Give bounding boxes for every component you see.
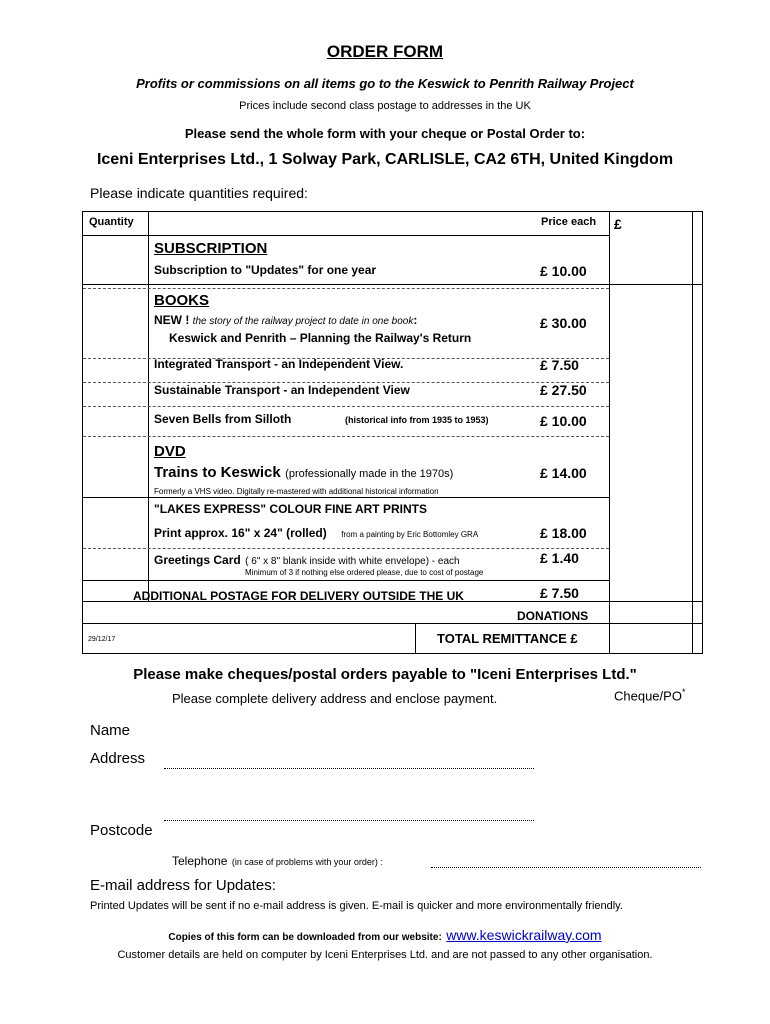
book-quantity-input[interactable] xyxy=(85,320,149,342)
subscription-quantity-input[interactable] xyxy=(85,262,149,284)
prints-rule xyxy=(83,580,609,581)
seven-bells-price: £ 10.00 xyxy=(540,413,587,429)
seven-bells-amount-input[interactable] xyxy=(611,412,703,434)
new-book-line: NEW ! the story of the railway project to date in one book: xyxy=(154,313,418,327)
subscription-price: £ 10.00 xyxy=(540,263,587,279)
new-label: NEW ! xyxy=(154,313,190,327)
complete-instruction: Please complete delivery address and enclose payment. xyxy=(172,691,498,706)
sustainable-transport-quantity-input[interactable] xyxy=(85,384,149,406)
print-label: Print approx. 16" x 24" (rolled) xyxy=(154,526,327,540)
sustainable-transport-amount-input[interactable] xyxy=(611,384,703,406)
postcode-label: Postcode xyxy=(90,822,153,839)
download-line xyxy=(0,927,770,945)
total-column-border xyxy=(692,211,702,654)
additional-postage-amount-input[interactable] xyxy=(611,584,703,606)
greetings-card-minimum: Minimum of 3 if nothing else ordered please, due to cost of postage xyxy=(245,568,484,577)
print-quantity-input[interactable] xyxy=(85,525,149,547)
additional-postage-price: £ 7.50 xyxy=(540,585,579,601)
total-header: £ xyxy=(614,216,622,232)
subscription-heading: SUBSCRIPTION xyxy=(154,240,268,257)
total-column-divider xyxy=(609,623,610,654)
print-price: £ 18.00 xyxy=(540,525,587,541)
order-table xyxy=(82,211,703,654)
date-column-divider xyxy=(415,623,416,654)
integrated-transport-price: £ 7.50 xyxy=(540,357,579,373)
dvd-rule xyxy=(83,497,609,498)
integrated-transport-item: Integrated Transport - an Independent View. xyxy=(154,357,404,371)
email-label: E-mail address for Updates: xyxy=(90,877,276,894)
email-note: Printed Updates will be sent if no e-mail address is given. E-mail is quicker and more environmentally friendly. xyxy=(90,900,623,912)
subscription-rule xyxy=(83,284,702,285)
donation-column-divider xyxy=(609,601,610,623)
dvd-title: Trains to Keswick xyxy=(154,464,281,481)
website-link[interactable]: www.keswickrailway.com xyxy=(446,927,602,943)
integrated-transport-quantity-input[interactable] xyxy=(85,360,149,382)
form-date: 29/12/17 xyxy=(88,636,116,643)
quantities-prompt: Please indicate quantities required: xyxy=(90,185,308,201)
book-amount-input[interactable] xyxy=(611,320,703,342)
subtitle: Profits or commissions on all items go to the Keswick to Penrith Railway Project xyxy=(136,76,634,91)
dvd-amount-input[interactable] xyxy=(611,467,703,489)
telephone-line xyxy=(172,852,383,870)
dvd-heading: DVD xyxy=(154,443,186,460)
seven-bells-item: Seven Bells from Silloth xyxy=(154,412,292,426)
prints-heading: "LAKES EXPRESS" COLOUR FINE ART PRINTS xyxy=(154,502,427,516)
new-book-description: the story of the railway project to date in one book xyxy=(192,316,414,327)
sustainable-transport-item: Sustainable Transport - an Independent View xyxy=(154,383,410,397)
dvd-formerly-note: Formerly a VHS video. Digitally re-mastered with additional historical information xyxy=(154,487,439,496)
total-remittance-label: TOTAL REMITTANCE £ xyxy=(437,631,578,646)
header-rule xyxy=(83,235,609,236)
greetings-card-amount-input[interactable] xyxy=(611,551,703,573)
privacy-note: Customer details are held on computer by Iceni Enterprises Ltd. and are not passed to any other organisation. xyxy=(117,949,653,961)
dvd-price: £ 14.00 xyxy=(540,465,587,481)
download-text: Copies of this form can be downloaded from our website: xyxy=(168,932,442,943)
seven-bells-quantity-input[interactable] xyxy=(85,412,149,434)
book-title: Keswick and Penrith – Planning the Railway's Return xyxy=(169,331,472,345)
donations-amount-input[interactable] xyxy=(611,606,703,628)
greetings-card-quantity-input[interactable] xyxy=(85,551,149,573)
telephone-note: (in case of problems with your order) : xyxy=(231,857,383,867)
telephone-input-line[interactable] xyxy=(431,866,701,868)
postage-note: Prices include second class postage to addresses in the UK xyxy=(239,100,531,112)
dvd-note: (professionally made in the 1970s) xyxy=(285,468,454,480)
subscription-item: Subscription to "Updates" for one year xyxy=(154,263,377,277)
subscription-amount-input[interactable] xyxy=(611,262,703,284)
quantity-header: Quantity xyxy=(89,216,134,228)
price-column-divider xyxy=(609,212,610,601)
greetings-card-line xyxy=(154,551,460,569)
print-line xyxy=(154,524,478,542)
additional-postage-label: ADDITIONAL POSTAGE FOR DELIVERY OUTSIDE THE UK xyxy=(133,589,464,603)
dvd-line xyxy=(154,464,453,482)
print-note: from a painting by Eric Bottomley GRA xyxy=(341,530,479,539)
total-remittance-input[interactable] xyxy=(611,630,703,652)
payable-instruction: Please make cheques/postal orders payable to "Iceni Enterprises Ltd." xyxy=(133,666,637,683)
price-each-header: Price each xyxy=(541,216,597,228)
book-price: £ 30.00 xyxy=(540,315,587,331)
integrated-transport-amount-input[interactable] xyxy=(611,360,703,382)
cheque-po-label: Cheque/PO* xyxy=(614,687,686,704)
mailing-address: Iceni Enterprises Ltd., 1 Solway Park, CARLISLE, CA2 6TH, United Kingdom xyxy=(96,151,674,168)
sustainable-transport-price: £ 27.50 xyxy=(540,382,587,398)
telephone-label: Telephone xyxy=(172,854,228,868)
print-amount-input[interactable] xyxy=(611,525,703,547)
address-line-2[interactable] xyxy=(164,819,534,821)
greetings-card-label: Greetings Card xyxy=(154,553,241,567)
address-label: Address xyxy=(90,750,146,767)
greetings-card-note: ( 6" x 8" blank inside with white envelope) - each xyxy=(245,556,460,567)
name-label: Name xyxy=(90,722,131,739)
books-heading: BOOKS xyxy=(154,292,210,309)
address-line-1[interactable] xyxy=(164,767,534,769)
dvd-quantity-input[interactable] xyxy=(85,467,149,489)
seven-bells-note: (historical info from 1935 to 1953) xyxy=(345,415,489,425)
donations-label: DONATIONS xyxy=(517,609,589,623)
page-title: ORDER FORM xyxy=(326,42,444,61)
send-instruction: Please send the whole form with your cheque or Postal Order to: xyxy=(184,126,586,141)
greetings-card-price: £ 1.40 xyxy=(540,550,579,566)
donations-rule xyxy=(83,623,702,624)
